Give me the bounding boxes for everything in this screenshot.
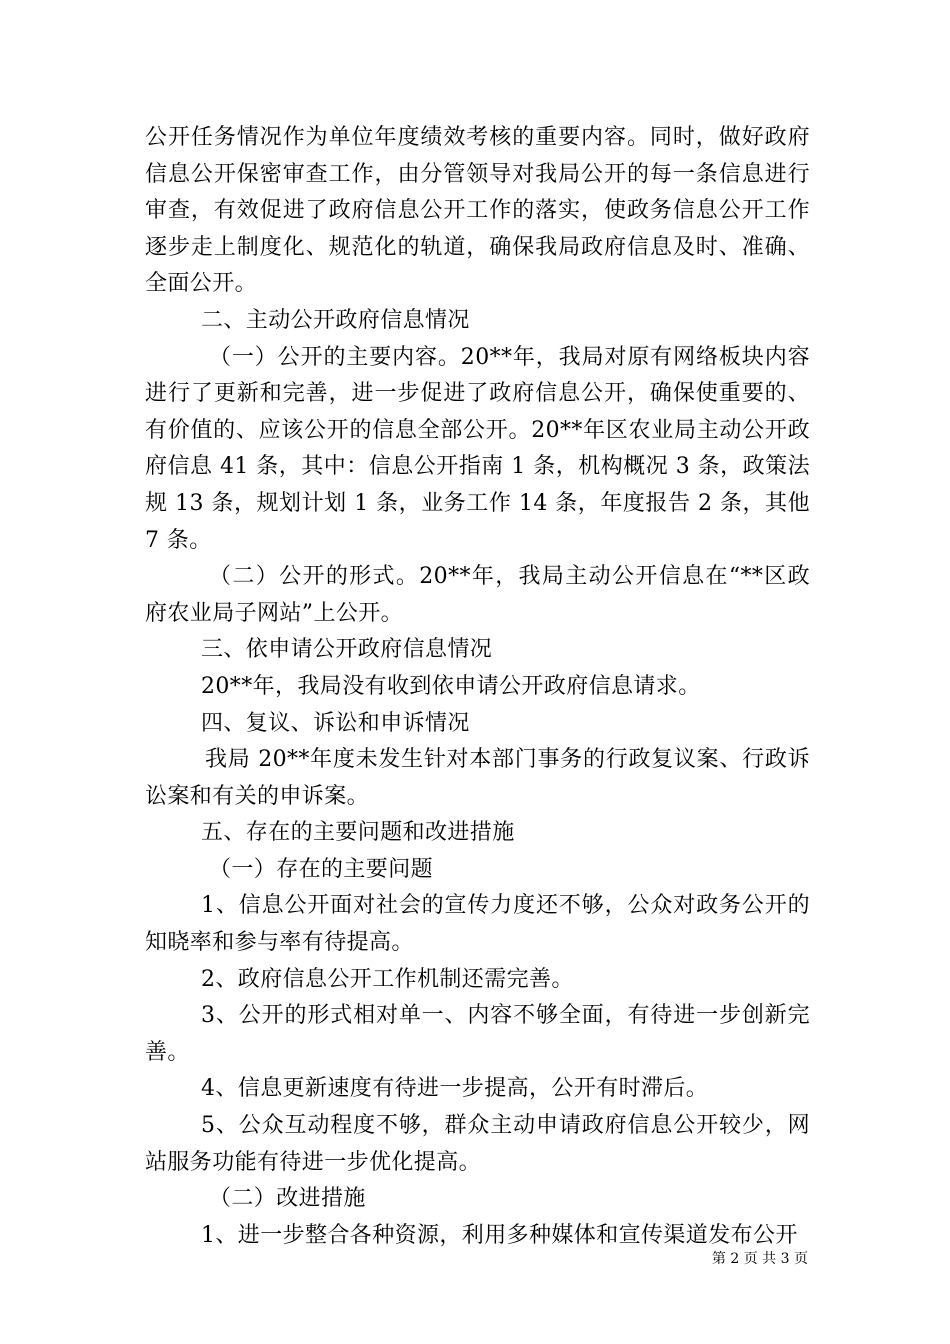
page-number-footer: 第 2 页 共 3 页 (711, 1251, 808, 1267)
subheading-improvement-measures: （二）改进措施 (209, 1186, 366, 1212)
problem-item-1: 1、信息公开面对社会的宣传力度还不够，公众对政务公开的知晓率和参与率有待提高。 (145, 893, 810, 956)
measure-item-1: 1、进一步整合各种资源，利用多种媒体和宣传渠道发布公开 (201, 1222, 798, 1248)
heading-problems-measures: 五、存在的主要问题和改进措施 (201, 820, 515, 846)
paragraph-main-content: （一）公开的主要内容。20**年，我局对原有网络板块内容进行了更新和完善，进一步促进了政府信息公开，确保使重要的、有价值的、应该公开的信息全部公开。20**年区农业局主动公开政府信息 41 条，其中：信息公开指南 1 条，机构概况 3 条，政策法规 13 条，规划计划 1 条，业务工作 14 条，年度报告 2 条，其他 7 条。 (145, 344, 810, 553)
heading-active-disclosure: 二、主动公开政府信息情况 (201, 307, 470, 333)
heading-application-disclosure: 三、依申请公开政府信息情况 (201, 637, 493, 663)
problem-item-2: 2、政府信息公开工作机制还需完善。 (201, 966, 574, 992)
problem-item-5: 5、公众互动程度不够，群众主动申请政府信息公开较少，网站服务功能有待进一步优化提高。 (145, 1113, 810, 1175)
heading-review-litigation: 四、复议、诉讼和申诉情况 (201, 710, 470, 736)
subheading-main-problems: （一）存在的主要问题 (209, 856, 434, 882)
problem-item-4: 4、信息更新速度有待进一步提高，公开有时滞后。 (201, 1076, 709, 1102)
problem-item-3: 3、公开的形式相对单一、内容不够全面，有待进一步创新完善。 (145, 1003, 810, 1065)
paragraph-no-cases: 我局 20**年度未发生针对本部门事务的行政复议案、行政诉讼案和有关的申诉案。 (145, 747, 810, 809)
document-body (145, 120, 810, 1254)
paragraph-disclosure-form: （二）公开的形式。20**年，我局主动公开信息在“**区政府农业局子网站”上公开。 (145, 564, 810, 626)
paragraph-review-work: 公开任务情况作为单位年度绩效考核的重要内容。同时，做好政府信息公开保密审查工作，由分管领导对我局公开的每一条信息进行审查，有效促进了政府信息公开工作的落实，使政务信息公开工作逐步走上制度化、规范化的轨道，确保我局政府信息及时、准确、全面公开。 (145, 125, 810, 297)
paragraph-no-requests: 20**年，我局没有收到依申请公开政府信息请求。 (201, 673, 701, 699)
